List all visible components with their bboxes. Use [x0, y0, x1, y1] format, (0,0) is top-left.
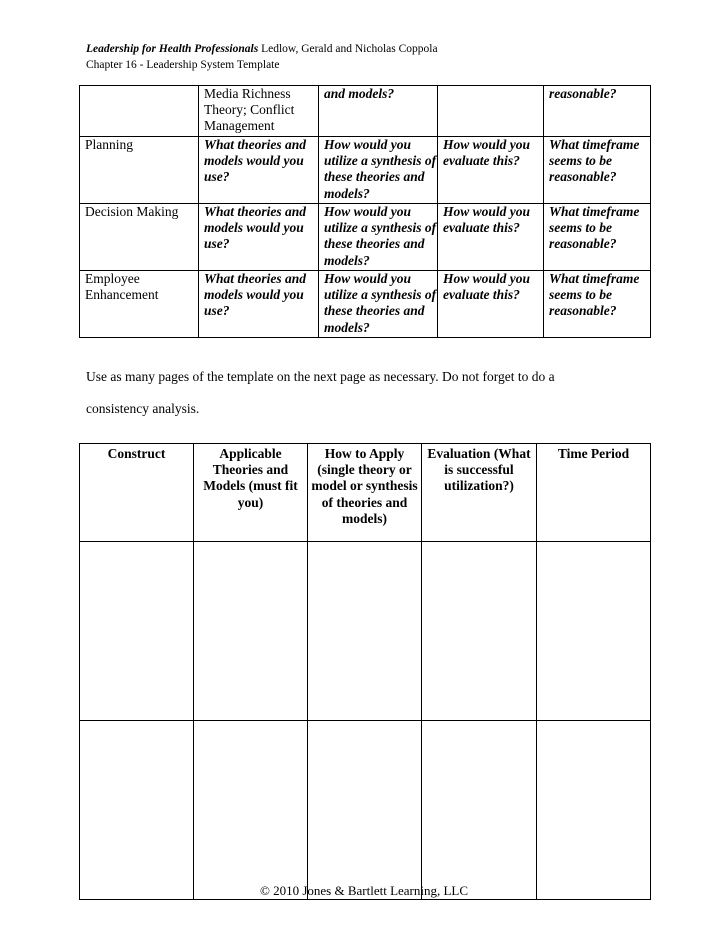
table-cell: Employee Enhancement	[80, 271, 199, 338]
instruction-line-2: consistency analysis.	[86, 401, 200, 416]
table-cell: and models?	[319, 86, 438, 137]
table-cell: reasonable?	[544, 86, 651, 137]
blank-cell[interactable]	[194, 542, 308, 721]
table-cell: Planning	[80, 137, 199, 204]
column-header-evaluation: Evaluation (What is successful utilization?)	[422, 444, 537, 542]
table-cell: What theories and models would you use?	[199, 271, 319, 338]
table-cell	[80, 86, 199, 137]
table-cell: What theories and models would you use?	[199, 137, 319, 204]
table-row	[80, 721, 651, 900]
instruction-line-1: Use as many pages of the template on the next page as necessary. Do not forget to do a	[86, 369, 555, 384]
table-row	[80, 271, 651, 338]
column-header-theories: Applicable Theories and Models (must fit you)	[194, 444, 308, 542]
authors: Ledlow, Gerald and Nicholas Coppola	[258, 43, 438, 55]
table-row	[80, 86, 651, 137]
table-cell: What timeframe seems to be reasonable?	[544, 204, 651, 271]
table-cell: How would you utilize a synthesis of these theories and models?	[319, 271, 438, 338]
document-header	[86, 41, 438, 73]
table-cell	[438, 86, 544, 137]
blank-cell[interactable]	[537, 721, 651, 900]
blank-cell[interactable]	[422, 542, 537, 721]
table-cell: How would you evaluate this?	[438, 204, 544, 271]
blank-cell[interactable]	[422, 721, 537, 900]
table-cell: What timeframe seems to be reasonable?	[544, 271, 651, 338]
column-header-construct: Construct	[80, 444, 194, 542]
book-title: Leadership for Health Professionals	[86, 43, 259, 55]
header-line-1	[86, 41, 438, 57]
column-header-how-to-apply: How to Apply (single theory or model or synthesis of theories and models)	[308, 444, 422, 542]
blank-cell[interactable]	[308, 542, 422, 721]
blank-cell[interactable]	[194, 721, 308, 900]
blank-cell[interactable]	[80, 542, 194, 721]
leadership-template-table	[79, 85, 651, 338]
column-header-time-period: Time Period	[537, 444, 651, 542]
table-row	[80, 137, 651, 204]
table-cell: How would you evaluate this?	[438, 271, 544, 338]
chapter-line: Chapter 16 - Leadership System Template	[86, 59, 280, 71]
table-cell: How would you evaluate this?	[438, 137, 544, 204]
table-cell: What timeframe seems to be reasonable?	[544, 137, 651, 204]
blank-cell[interactable]	[308, 721, 422, 900]
table-cell: How would you utilize a synthesis of these theories and models?	[319, 137, 438, 204]
table-cell: Media Richness Theory; Conflict Management	[199, 86, 319, 137]
copyright-footer: © 2010 Jones & Bartlett Learning, LLC	[259, 883, 469, 898]
table-cell: How would you utilize a synthesis of these theories and models?	[319, 204, 438, 271]
blank-cell[interactable]	[537, 542, 651, 721]
table-row	[80, 204, 651, 271]
table-row	[80, 542, 651, 721]
table-cell: What theories and models would you use?	[199, 204, 319, 271]
blank-cell[interactable]	[80, 721, 194, 900]
header-row	[80, 444, 651, 542]
blank-template-table	[79, 443, 651, 900]
table-cell: Decision Making	[80, 204, 199, 271]
